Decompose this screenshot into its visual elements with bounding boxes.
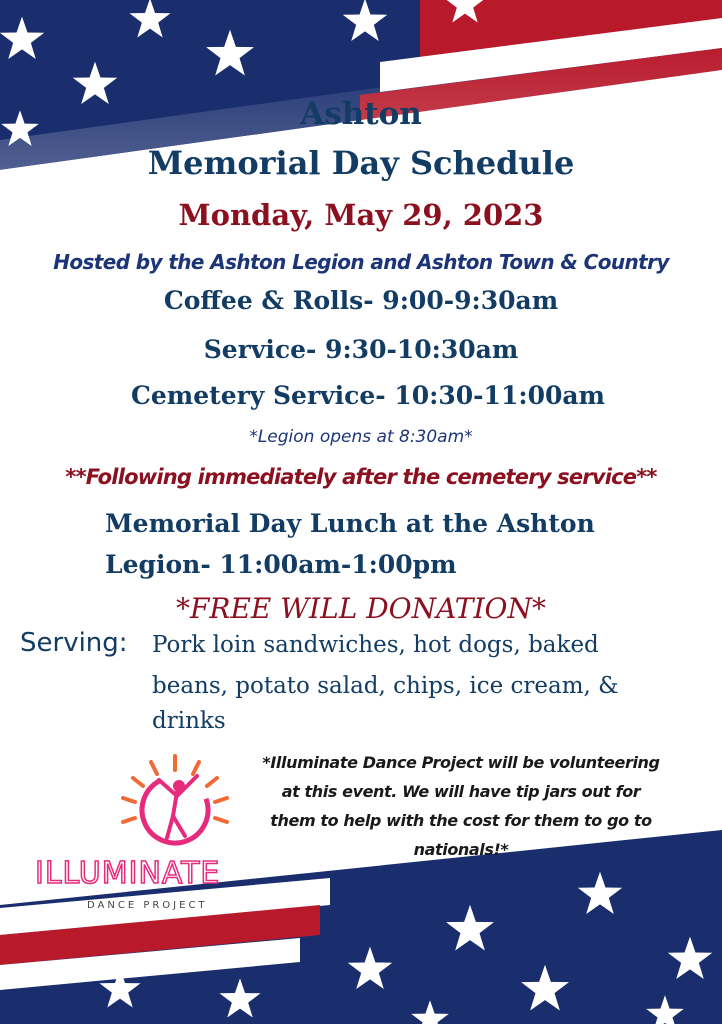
following-note: **Following immediately after the cemetery service**	[65, 465, 657, 489]
logo-subtitle: DANCE PROJECT	[87, 900, 208, 911]
volunteer-line-2: at this event. We will have tip jars out for	[281, 782, 641, 801]
serving-line-1: Pork loin sandwiches, hot dogs, baked	[152, 632, 599, 658]
illuminate-logo	[25, 748, 280, 918]
lunch-line-1: Memorial Day Lunch at the Ashton	[105, 509, 595, 538]
serving-line-2: beans, potato salad, chips, ice cream, &	[152, 673, 619, 699]
dancer-icon	[137, 766, 217, 856]
volunteer-line-4: nationals!*	[413, 840, 509, 859]
event-date: Monday, May 29, 2023	[178, 198, 544, 232]
volunteer-line-3: them to help with the cost for them to go to	[270, 811, 652, 830]
title-main: Memorial Day Schedule	[147, 144, 575, 182]
schedule-cemetery: Cemetery Service- 10:30-11:00am	[130, 381, 606, 410]
free-will-donation: *FREE WILL DONATION*	[175, 592, 546, 625]
title-town: Ashton	[300, 96, 422, 132]
serving-label: Serving:	[20, 628, 128, 658]
volunteer-line-1: *Illuminate Dance Project will be volunteering	[262, 753, 660, 772]
hosted-by: Hosted by the Ashton Legion and Ashton Town & Country	[53, 250, 669, 274]
legion-opens-note: *Legion opens at 8:30am*	[249, 427, 473, 447]
schedule-service: Service- 9:30-10:30am	[203, 335, 519, 364]
serving-line-3: drinks	[152, 708, 226, 734]
schedule-coffee: Coffee & Rolls- 9:00-9:30am	[163, 286, 559, 315]
logo-name: ILLUMINATE	[35, 856, 221, 891]
lunch-line-2: Legion- 11:00am-1:00pm	[105, 550, 457, 579]
